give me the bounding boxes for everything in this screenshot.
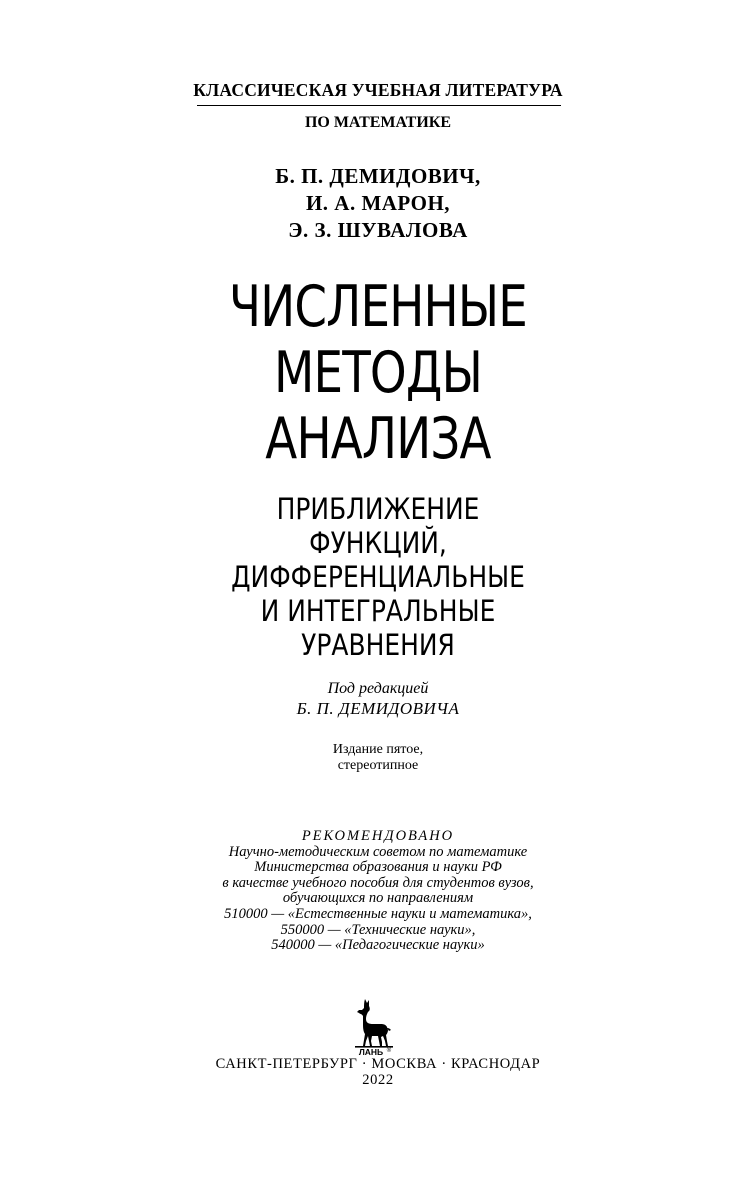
book-title-line: МЕТОДЫ — [273, 340, 483, 406]
recommendation-line: Министерства образования и науки РФ — [254, 859, 502, 876]
author-name: Э. З. ШУВАЛОВА — [288, 218, 468, 242]
recommendation-heading: РЕКОМЕНДОВАНО — [301, 828, 455, 844]
author-name: Б. П. ДЕМИДОВИЧ, — [275, 164, 481, 188]
book-subtitle — [53, 492, 703, 662]
edition-note — [0, 742, 756, 774]
book-subtitle-line: ФУНКЦИЙ, — [309, 526, 447, 560]
book-title — [68, 274, 688, 472]
recommendation-line: обучающихся по направлениям — [282, 890, 474, 907]
series-subtitle: ПО МАТЕМАТИКЕ — [304, 114, 452, 131]
editor-block — [0, 679, 756, 719]
book-title-line: ЧИСЛЕННЫЕ — [228, 274, 527, 340]
book-subtitle-line: И ИНТЕГРАЛЬНЫЕ — [260, 594, 496, 628]
author-name: И. А. МАРОН, — [305, 191, 451, 215]
book-subtitle-line: УРАВНЕНИЯ — [301, 628, 455, 662]
recommendation-block — [0, 829, 756, 954]
registered-mark: ® — [386, 1048, 392, 1054]
recommendation-line: в качестве учебного пособия для студентов вузов, — [222, 874, 534, 891]
book-title-line: АНАЛИЗА — [265, 406, 491, 472]
book-subtitle-line: ДИФФЕРЕНЦИАЛЬНЫЕ — [231, 560, 525, 594]
publication-cities: САНКТ-ПЕТЕРБУРГ · МОСКВА · КРАСНОДАР — [215, 1056, 541, 1072]
authors — [0, 163, 756, 244]
logo-text: ЛАНЬ — [358, 1047, 384, 1057]
publication-year: 2022 — [362, 1072, 394, 1088]
recommendation-line: 550000 — «Технические науки», — [280, 921, 476, 938]
book-subtitle-line: ПРИБЛИЖЕНИЕ — [276, 492, 480, 526]
editor-label: Под редакцией — [327, 680, 429, 697]
recommendation-line: 510000 — «Естественные науки и математика», — [224, 905, 532, 922]
series-title: КЛАССИЧЕСКАЯ УЧЕБНАЯ ЛИТЕРАТУРА — [193, 80, 563, 100]
editor-name: Б. П. ДЕМИДОВИЧА — [296, 699, 460, 718]
recommendation-line: Научно-методическим советом по математике — [228, 843, 528, 860]
imprint — [0, 1056, 756, 1088]
recommendation-line: 540000 — «Педагогические науки» — [271, 937, 485, 954]
deer-logo-icon — [351, 997, 397, 1057]
series-divider — [197, 105, 561, 106]
edition-line: Издание пятое, — [332, 742, 424, 757]
edition-line: стереотипное — [337, 758, 419, 773]
